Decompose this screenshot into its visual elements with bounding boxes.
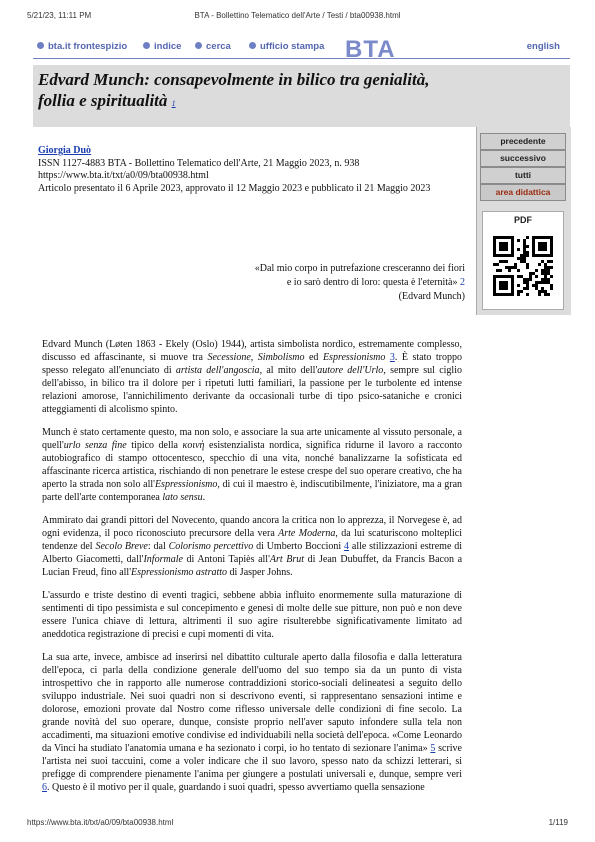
print-page-title: BTA - Bollettino Telematico dell'Arte / Testi / bta00938.html	[194, 11, 401, 20]
article-title	[38, 69, 468, 114]
nav-ufficio-stampa-label: ufficio stampa	[260, 41, 325, 52]
nav-ufficio-stampa-link[interactable]	[249, 41, 324, 52]
top-navigation	[33, 36, 570, 63]
print-url: https://www.bta.it/txt/a0/09/bta00938.html	[27, 818, 174, 827]
precedente-button[interactable]: precedente	[480, 133, 566, 150]
tutti-button[interactable]: tutti	[480, 167, 566, 184]
qr-code-icon	[493, 236, 553, 296]
bta-logo[interactable]: BTA	[345, 36, 396, 63]
footnote-link-2[interactable]: 2	[460, 277, 465, 288]
epigraph-line-1: «Dal mio corpo in putrefazione cresceranno dei fiori	[254, 263, 465, 274]
epigraph-source: (Edvard Munch)	[398, 291, 465, 302]
issn-line: ISSN 1127-4883 BTA - Bollettino Telematico dell'Arte, 21 Maggio 2023, n. 938	[38, 157, 360, 169]
bullet-icon	[195, 42, 202, 49]
article-body	[42, 338, 462, 804]
nav-cerca-link[interactable]	[195, 41, 231, 52]
nav-divider	[33, 58, 570, 59]
nav-frontespizio-link[interactable]	[37, 41, 127, 52]
footnote-link-4[interactable]: 4	[344, 541, 350, 552]
language-link[interactable]: english	[526, 41, 560, 52]
pdf-panel[interactable]	[482, 211, 564, 310]
article-title-text: Edvard Munch: consapevolmente in bilico tra genialità, follia e spiritualità	[38, 70, 430, 110]
print-page-number: 1/119	[548, 818, 568, 827]
author-link[interactable]: Giorgia Duò	[38, 145, 92, 156]
nav-indice-label: indice	[154, 41, 182, 52]
title-footnote-link[interactable]: 1	[171, 99, 176, 108]
paragraph: Edvard Munch (Løten 1863 - Ekely (Oslo) 1944), artista simbolista nordico, estremamente complesso, discusso ed affascinante, si muove tra Secessione, Simbolismo ed Espressionismo 3. È stato troppo spesso relegato all'enunciato di artista dell'angoscia, al mito dell'autore dell'Urlo, sempre sul ciglio dell'abisso, in bilico tra il dolore per i ripetuti lutti familiari, la passione per le turbolente ed intense relazioni amorose, l'annichilimento derivante da occasionali turbe di tipo psico-sataniche e cronici atteggiamenti di alcolismo spinto.	[42, 339, 463, 415]
nav-frontespizio-label: bta.it frontespizio	[48, 41, 128, 52]
nav-indice-link[interactable]	[143, 41, 181, 52]
epigraph-line-2: e io sarò dentro di loro: questa è l'eternità»	[286, 277, 458, 288]
paragraph: Ammirato dai grandi pittori del Novecento, quando ancora la critica non lo apprezza, il Norvegese è, ad ogni evidenza, il poco riconosciuto precursore della vera Arte Moderna, da lui scaturiscono molteplici tendenze del Secolo Breve: dal Colorismo percettivo di Umberto Boccioni 4 alle stilizzazioni estreme di Alberto Giacometti, dall'Informale di Antoni Tapiès all'Art Brut di Jean Dubuffet, da Francis Bacon a Lucian Freud, fino all'Espressionismo astratto di Jasper Johns.	[42, 515, 463, 578]
footnote-link-5[interactable]: 5	[430, 743, 436, 754]
bullet-icon	[37, 42, 44, 49]
bullet-icon	[249, 42, 256, 49]
author-block	[38, 145, 458, 195]
paragraph: L'assurdo e triste destino di eventi tragici, sebbene abbia influito enormemente sulla maturazione di sentimenti di tipo pessimista e sul concepimento e genesi di molte delle sue pitture, non può e non deve essere l'unica chiave di lettura, altrimenti il suo agire risulterebbe significativamente limitato ad aneddotica registrazione di precisi e cupi momenti di vita.	[42, 590, 462, 640]
area-didattica-button[interactable]: area didattica	[480, 184, 566, 201]
article-dates: Articolo presentato il 6 Aprile 2023, approvato il 12 Maggio 2023 e pubblicato il 21 Maggio 2023	[38, 182, 431, 194]
nav-cerca-label: cerca	[206, 41, 231, 52]
epigraph	[235, 262, 465, 304]
pdf-label: PDF	[514, 215, 532, 225]
sidebar	[476, 127, 571, 315]
title-box	[33, 65, 570, 127]
paragraph: Munch è stato certamente questo, ma non solo, e associare la sua arte unicamente al vissuto personale, a quell'urlo senza fine tipico della κοινὴ esistenzialista nordica, significa ridurne il lavoro a racconto autobiografico di stampo ottocentesco, specchio di una vita, nonché banalizzarne la sofisticata ed affascinante ricerca artistica, rischiando di non penetrare le estese crespe del suo operare creativo, che ha aperto la strada non solo all'Espressionismo, di cui il maestro è, indiscutibilmente, l'iniziatore, ma a gran parte dell'arte contemporanea lato sensu.	[42, 427, 463, 503]
article-url: https://www.bta.it/txt/a0/09/bta00938.html	[38, 170, 209, 181]
bullet-icon	[143, 42, 150, 49]
footnote-link-3[interactable]: 3	[389, 352, 395, 363]
successivo-button[interactable]: successivo	[480, 150, 566, 167]
print-datetime: 5/21/23, 11:11 PM	[27, 11, 92, 20]
footnote-link-6[interactable]: 6	[42, 782, 47, 793]
paragraph: La sua arte, invece, ambisce ad inserirsi nel dibattito culturale aperto dalla filosofia e dalla letteratura dell'epoca, ci parla della condizione generale dell'uomo del suo tempo sia da un punto di vista introspettivo che in rapporto alle numerose contraddizioni storico-sociali delineatesi a seguito dello sviluppo industriale. Nei suoi quadri non si descrivono eventi, si rappresentano sensazioni intime e dolorose, emozioni provate dal Nostro come riflesso universale delle condizioni di fine secolo. La grande novità del suo operare, dunque, consiste proprio nell'aver saputo infondere sulla tela non accadimenti, ma situazioni emotive condivise ed individuabili nella società dell'epoca. «Come Leonardo da Vinci ha studiato l'anatomia umana e ha sezionato i corpi, io ho tentato di sezionare l'anima» 5 scrive l'artista nei suoi taccuini, come a voler indicare che il suo lavoro, spesso nato da schizzi letterari, si prefigge di comprendere pienamente l'anima per giungere a postulati universali e, dunque, sempre veri 6. Questo è il motivo per il quale, guardando i suoi quadri, spesso avvertiamo quella sensazione	[42, 652, 462, 793]
